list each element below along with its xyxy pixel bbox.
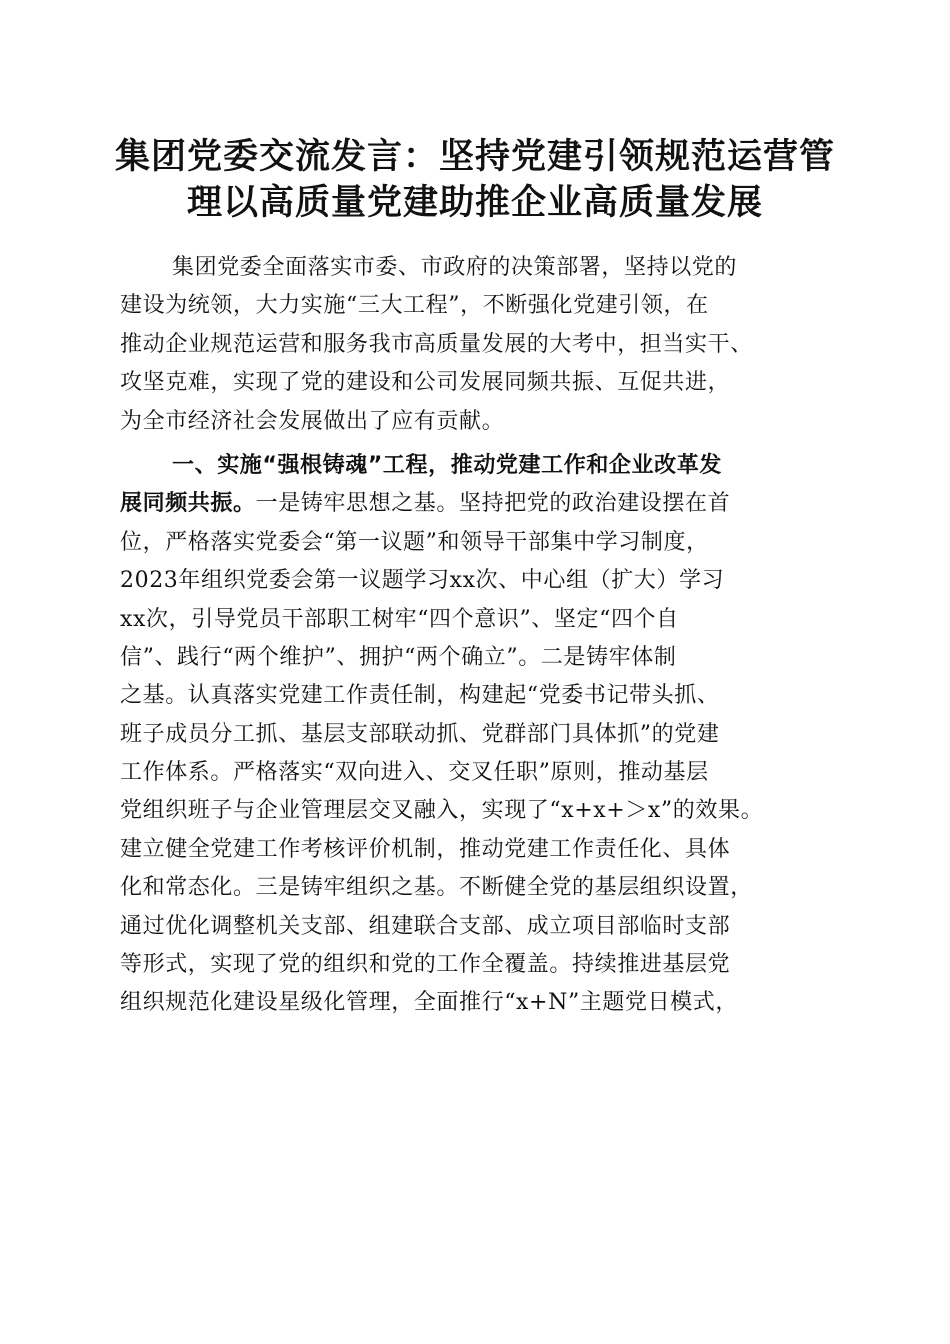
- paragraph-line: 2023年组织党委会第一议题学习xx次、中心组（扩大）学习: [120, 568, 725, 594]
- paragraph-line: 建设为统领，大力实施“三大工程”，不断强化党建引领，在: [120, 293, 709, 319]
- section-1-line-2-text: 一是铸牢思想之基。坚持把党的政治建设摆在首: [255, 491, 731, 517]
- paragraph-line: 建立健全党建工作考核评价机制，推动党建工作责任化、具体: [120, 836, 731, 862]
- paragraph-line: 化和常态化。三是铸牢组织之基。不断健全党的基层组织设置，: [120, 875, 753, 901]
- paragraph-line: 党组织班子与企业管理层交叉融入，实现了“x+x+＞x”的效果。: [120, 798, 764, 824]
- paragraph-line: 信”、践行“两个维护”、拥护“两个确立”。二是铸牢体制: [120, 644, 677, 670]
- paragraph-line: xx次，引导党员干部职工树牢“四个意识”、坚定“四个自: [120, 606, 679, 632]
- paragraph-line: 通过优化调整机关支部、组建联合支部、成立项目部临时支部: [120, 913, 731, 939]
- title-line-1: 集团党委交流发言：坚持党建引领规范运营管: [114, 137, 835, 177]
- paragraph-line: 攻坚克难，实现了党的建设和公司发展同频共振、互促共进，: [120, 370, 731, 396]
- title-line-2: 理以高质量党建助推企业高质量发展: [186, 183, 763, 223]
- paragraph-line: 工作体系。严格落实“双向进入、交叉任职”原则，推动基层: [120, 760, 709, 786]
- paragraph-line: 等形式，实现了党的组织和党的工作全覆盖。持续推进基层党: [120, 952, 731, 978]
- paragraph-line: 位，严格落实党委会“第一议题”和领导干部集中学习制度，: [120, 529, 709, 555]
- paragraph-line: 推动企业规范运营和服务我市高质量发展的大考中，担当实干、: [120, 331, 753, 357]
- section-1-heading: 一、实施“强根铸魂”工程，推动党建工作和企业改革发: [172, 452, 722, 478]
- paragraph-line: 组织规范化建设星级化管理，全面推行“x+N”主题党日模式，: [120, 990, 738, 1016]
- section-1-heading-end: 展同频共振。: [120, 491, 256, 517]
- document-body: [120, 249, 840, 1023]
- document-title: [100, 134, 850, 226]
- paragraph-intro: [120, 249, 840, 441]
- paragraph-line: 为全市经济社会发展做出了应有贡献。: [120, 408, 505, 434]
- section-1-line-2: [120, 485, 840, 523]
- paragraph-line: 集团党委全面落实市委、市政府的决策部署，坚持以党的: [172, 255, 738, 280]
- paragraph-line: 之基。认真落实党建工作责任制，构建起“党委书记带头抓、: [120, 683, 720, 709]
- section-1: [120, 447, 840, 1023]
- paragraph-line: 班子成员分工抓、基层支部联动抓、党群部门具体抓”的党建: [120, 721, 720, 747]
